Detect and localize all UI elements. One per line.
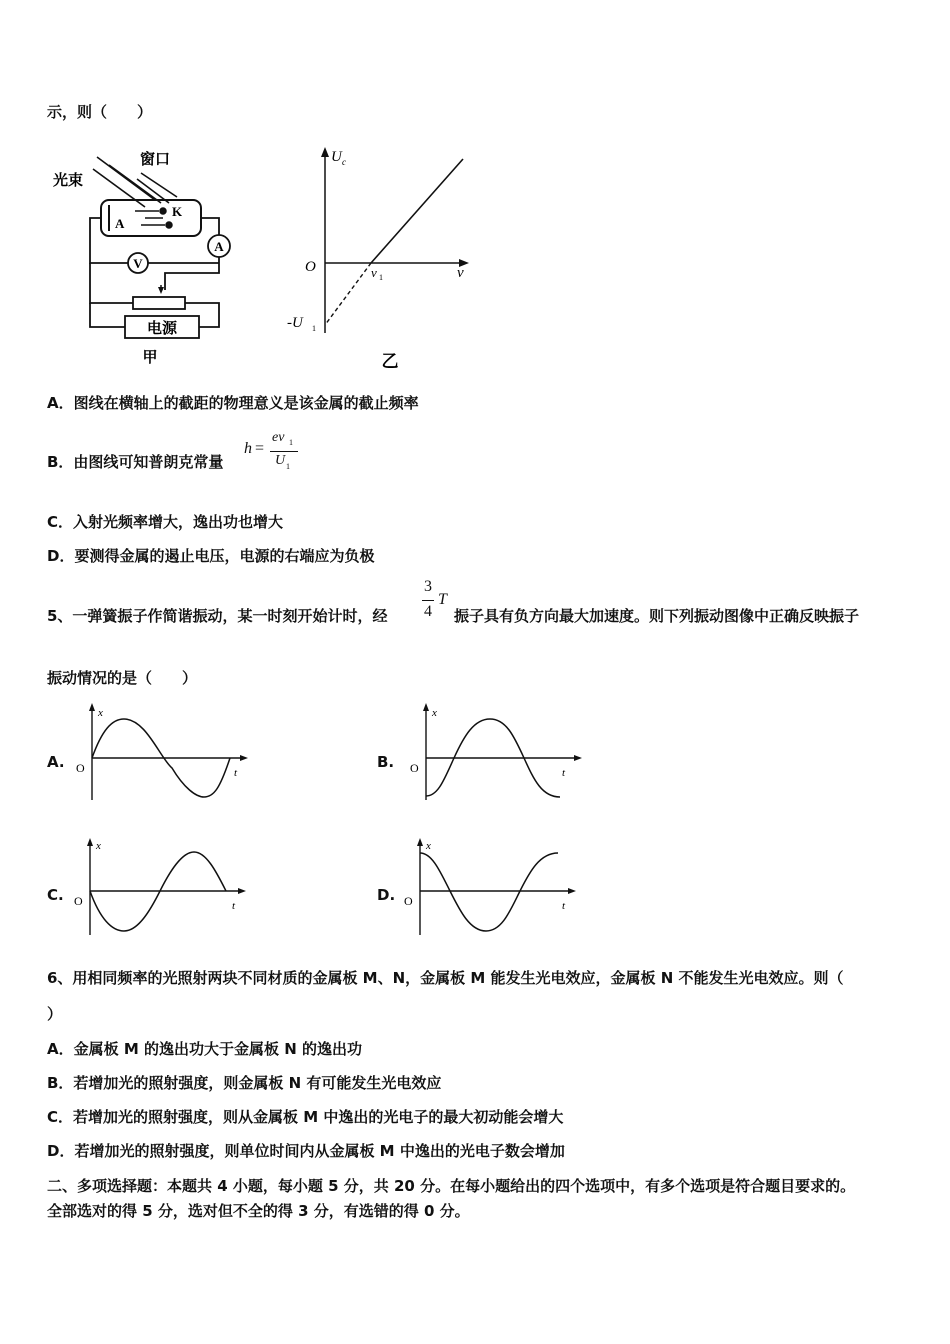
q5-option-a-label: A. <box>47 753 65 771</box>
svg-text:O: O <box>410 761 419 775</box>
voltmeter-label: V <box>133 256 143 271</box>
origin-label: O <box>305 259 316 275</box>
q4-option-b: B．由图线可知普朗克常量 <box>47 453 224 471</box>
q6-stem-a: 6、用相同频率的光照射两块不同材质的金属板 M、N，金属板 M 能发生光电效应，金属板 N 不能发生光电效应。则（ <box>47 969 844 987</box>
svg-text:t: t <box>562 900 566 912</box>
section2-line1: 二、多项选择题：本题共 4 小题，每小题 5 分，共 20 分。在每小题给出的四个选项中，有多个选项是符合题目要求的。 <box>47 1177 856 1195</box>
svg-text:1: 1 <box>312 324 316 333</box>
svg-text:O: O <box>404 894 413 908</box>
cathode-label: K <box>172 204 183 219</box>
circuit-wires <box>90 218 219 327</box>
svg-text:O: O <box>76 761 85 775</box>
y-axis-label: U <box>331 149 342 165</box>
q4-option-c: C．入射光频率增大，逸出功也增大 <box>47 513 284 531</box>
intro-text: 示，则（ ） <box>47 103 153 121</box>
x-tick-label: ν <box>371 265 377 280</box>
q5-fraction: 3 4 T <box>424 578 447 620</box>
beam-label: 光束 <box>53 173 84 189</box>
svg-text:x: x <box>96 840 101 852</box>
section2-line2: 全部选对的得 5 分，选对但不全的得 3 分，有选错的得 0 分。 <box>47 1202 470 1220</box>
rheostat <box>133 297 185 309</box>
q6-option-c: C．若增加光的照射强度，则从金属板 M 中逸出的光电子的最大初动能会增大 <box>47 1108 564 1126</box>
q5-stem-c: 振动情况的是（ ） <box>47 669 198 687</box>
q5-option-b-label: B. <box>377 753 395 771</box>
svg-text:O: O <box>74 894 83 908</box>
svg-text:t: t <box>232 900 236 912</box>
x-axis-label: ν <box>457 265 464 281</box>
svg-text:t: t <box>234 767 238 779</box>
graph-extension-dashed <box>325 263 371 325</box>
q6-stem-b: ） <box>47 1005 63 1023</box>
figure-jia-circuit <box>45 145 245 365</box>
q5-option-c-label: C. <box>47 886 64 904</box>
q5-option-b-graph <box>402 700 582 805</box>
q4-option-d: D．要测得金属的遏止电压，电源的右端应为负极 <box>47 547 375 565</box>
svg-text:t: t <box>562 767 566 779</box>
q5-option-a-graph <box>68 700 248 805</box>
ammeter-label: A <box>214 239 224 254</box>
svg-text:1: 1 <box>379 273 383 282</box>
wave-d <box>420 853 558 931</box>
q5-option-d-graph <box>396 835 576 940</box>
q4-b-formula: h = eν 1 U 1 <box>244 432 304 476</box>
q6-option-b: B．若增加光的照射强度，则金属板 N 有可能发生光电效应 <box>47 1074 442 1092</box>
q5-stem-b: 振子具有负方向最大加速度。则下列振动图像中正确反映振子 <box>454 607 860 625</box>
q6-option-a: A．金属板 M 的逸出功大于金属板 N 的逸出功 <box>47 1040 362 1058</box>
anode-label: A <box>115 216 125 231</box>
q5-option-d-label: D. <box>377 886 396 904</box>
caption-jia: 甲 <box>142 350 158 365</box>
electrons <box>135 208 172 228</box>
q4-option-a: A．图线在横轴上的截距的物理意义是该金属的截止频率 <box>47 394 419 412</box>
caption-yi: 乙 <box>381 352 399 371</box>
power-label: 电源 <box>146 321 178 337</box>
svg-text:x: x <box>98 707 103 719</box>
neg-u-label: -U <box>287 315 303 331</box>
q6-option-d: D．若增加光的照射强度，则单位时间内从金属板 M 中逸出的光电子数会增加 <box>47 1142 565 1160</box>
svg-text:x: x <box>432 707 437 719</box>
q5-option-c-graph <box>66 835 246 940</box>
svg-text:c: c <box>342 157 346 167</box>
graph-line <box>371 159 463 263</box>
figure-yi-graph <box>285 143 485 373</box>
svg-text:x: x <box>426 840 431 852</box>
window-label: 窗口 <box>140 152 171 168</box>
q5-stem-a: 5、一弹簧振子作简谐振动，某一时刻开始计时，经 <box>47 607 388 625</box>
